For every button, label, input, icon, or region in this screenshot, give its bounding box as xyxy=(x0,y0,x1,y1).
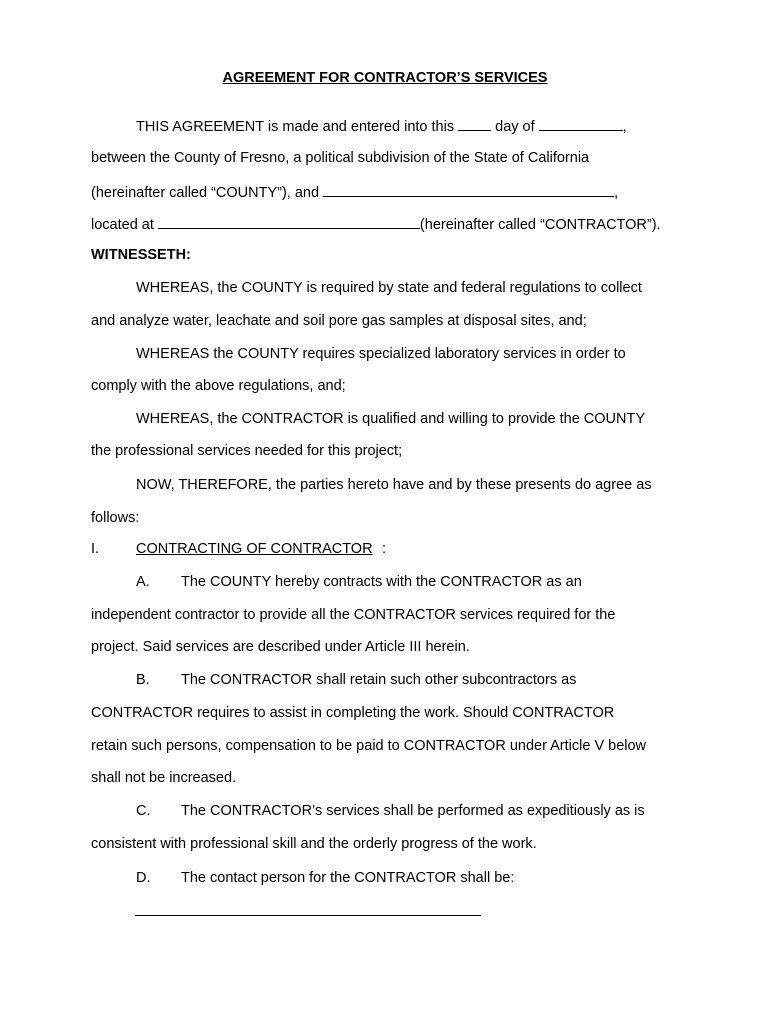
item-c-line: consistent with professional skill and the orderly progress of the work. xyxy=(91,836,537,852)
intro-text: THIS AGREEMENT is made and entered into this xyxy=(136,119,455,135)
document-title: AGREEMENT FOR CONTRACTOR’S SERVICES xyxy=(222,70,548,86)
whereas-line: follows: xyxy=(91,510,140,526)
item-text: The CONTRACTOR shall retain such other subcontractors as xyxy=(181,672,577,688)
whereas-line: WHEREAS, the CONTRACTOR is qualified and willing to provide the COUNTY xyxy=(136,411,646,427)
item-text: The COUNTY hereby contracts with the CONTRACTOR as an xyxy=(181,574,582,590)
located-at-text: located at xyxy=(91,217,154,233)
item-label: C. xyxy=(136,803,151,819)
intro-line-1 xyxy=(136,116,710,136)
address-blank xyxy=(158,214,420,229)
item-d-line xyxy=(136,869,710,887)
whereas-line: the professional services needed for this project; xyxy=(91,443,403,459)
item-label: B. xyxy=(136,672,150,688)
section-title: CONTRACTING OF CONTRACTOR xyxy=(136,541,373,557)
day-of-text: day of xyxy=(495,119,535,135)
item-label: D. xyxy=(136,870,151,886)
witnesseth-heading: WITNESSETH: xyxy=(91,247,191,263)
item-a-line xyxy=(136,573,710,591)
day-blank xyxy=(458,116,491,131)
contractor-name-blank xyxy=(323,182,614,197)
whereas-line: comply with the above regulations, and; xyxy=(91,378,346,394)
intro-line-2: between the County of Fresno, a political subdivision of the State of California xyxy=(91,150,590,166)
item-label: A. xyxy=(136,574,150,590)
intro-line-3 xyxy=(91,182,710,202)
item-text: The contact person for the CONTRACTOR shall be: xyxy=(181,870,515,886)
whereas-line: WHEREAS the COUNTY requires specialized laboratory services in order to xyxy=(136,346,626,362)
whereas-line: WHEREAS, the COUNTY is required by state and federal regulations to collect xyxy=(136,280,642,296)
county-text: (hereinafter called “COUNTY”), and xyxy=(91,185,320,201)
item-text: The CONTRACTOR’s services shall be performed as expeditiously as is xyxy=(181,803,645,819)
item-b-line: shall not be increased. xyxy=(91,770,237,786)
whereas-line: NOW, THEREFORE, the parties hereto have and by these presents do agree as xyxy=(136,477,652,493)
item-b-line xyxy=(136,671,710,689)
contact-person-blank xyxy=(135,915,481,916)
section-1-heading xyxy=(91,540,710,558)
section-number: I. xyxy=(91,541,100,557)
intro-line-4 xyxy=(91,214,710,234)
comma-text: , xyxy=(614,185,619,201)
month-blank xyxy=(539,116,623,131)
comma-text: , xyxy=(622,119,627,135)
item-a-line: project. Said services are described under Article III herein. xyxy=(91,639,470,655)
section-colon: : xyxy=(382,541,387,557)
item-c-line xyxy=(136,802,710,820)
whereas-line: and analyze water, leachate and soil pore gas samples at disposal sites, and; xyxy=(91,313,587,329)
contractor-text: (hereinafter called “CONTRACTOR”). xyxy=(419,217,661,233)
item-a-line: independent contractor to provide all the CONTRACTOR services required for the xyxy=(91,607,616,623)
item-b-line: CONTRACTOR requires to assist in completing the work. Should CONTRACTOR xyxy=(91,705,615,721)
item-b-line: retain such persons, compensation to be paid to CONTRACTOR under Article V below xyxy=(91,738,647,754)
